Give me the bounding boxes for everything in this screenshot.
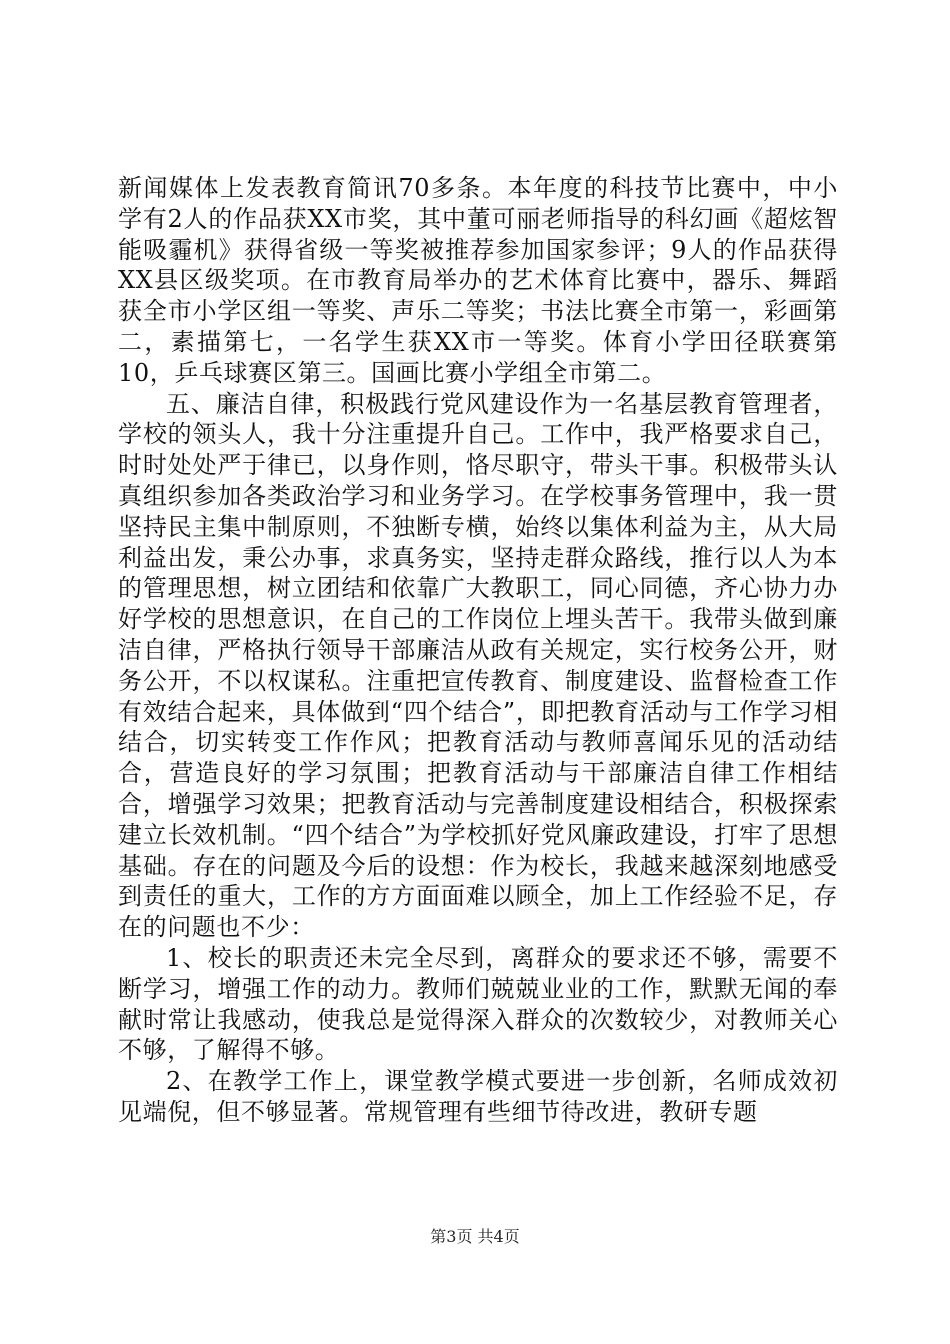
page-footer: 第3页 共4页 — [430, 1227, 520, 1246]
document-body — [118, 173, 838, 1128]
paragraph-awards: 新闻媒体上发表教育简讯70多条。本年度的科技节比赛中，中小学有2人的作品获XX市奖，其中董可丽老师指导的科幻画《超炫智能吸霾机》获得省级一等奖被推荐参加国家参评；9人的作品获得XX县区级奖项。在市教育局举办的艺术体育比赛中，器乐、舞蹈获全市小学区组一等奖、声乐二等奖；书法比赛全市第一，彩画第二，素描第七，一名学生获XX市一等奖。体育小学田径联赛第10，乒乓球赛区第三。国画比赛小学组全市第二。 — [118, 174, 838, 387]
paragraph-issue-1: 1、校长的职责还未完全尽到，离群众的要求还不够，需要不断学习，增强工作的动力。教师们兢兢业业的工作，默默无闻的奉献时常让我感动，使我总是觉得深入群众的次数较少，对教师关心不够，了解得不够。 — [118, 943, 838, 1065]
paragraph-integrity: 五、廉洁自律，积极践行党风建设作为一名基层教育管理者，学校的领头人，我十分注重提升自己。工作中，我严格要求自己，时时处处严于律已，以身作则，恪尽职守，带头干事。积极带头认真组织参加各类政治学习和业务学习。在学校事务管理中，我一贯坚持民主集中制原则，不独断专横，始终以集体利益为主，从大局利益出发，秉公办事，求真务实，坚持走群众路线，推行以人为本的管理思想，树立团结和依靠广大教职工，同心同德，齐心协力办好学校的思想意识，在自己的工作岗位上埋头苦干。我带头做到廉洁自律，严格执行领导干部廉洁从政有关规定，实行校务公开，财务公开，不以权谋私。注重把宣传教育、制度建设、监督检查工作有效结合起来，具体做到“四个结合”，即把教育活动与工作学习相结合，切实转变工作作风；把教育活动与教师喜闻乐见的活动结合，营造良好的学习氛围；把教育活动与干部廉洁自律工作相结合，增强学习效果；把教育活动与完善制度建设相结合，积极探索建立长效机制。“四个结合”为学校抓好党风廉政建设，打牢了思想基础。存在的问题及今后的设想：作为校长，我越来越深刻地感受到责任的重大，工作的方方面面难以顾全，加上工作经验不足，存在的问题也不少： — [118, 389, 838, 942]
paragraph-issue-2: 2、在教学工作上，课堂教学模式要进一步创新，名师成效初见端倪，但不够显著。常规管理有些细节待改进，教研专题 — [118, 1067, 838, 1126]
